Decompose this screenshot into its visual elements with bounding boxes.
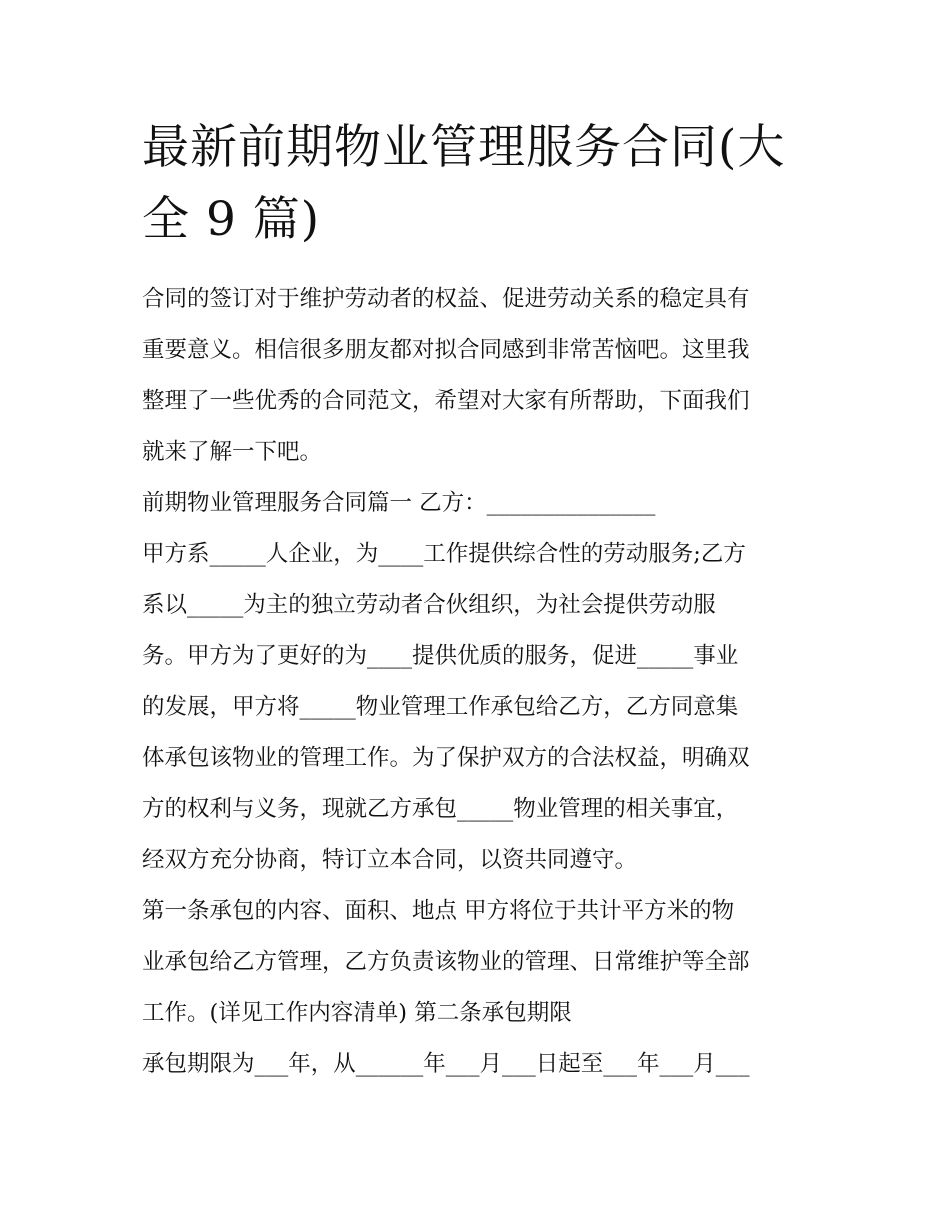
text-line: 第一条承包的内容、面积、地点 甲方将位于共计平方米的物 [142,898,735,924]
text-line: 方的权利与义务，现就乙方承包_____物业管理的相关事宜， [142,796,739,822]
text-line: 经双方充分协商，特订立本合同，以资共同遵守。 [142,847,638,873]
text-line: 承包期限为___年，从______年___月___日起至___年___月___ [142,1051,750,1077]
text-line: 业承包给乙方管理，乙方负责该物业的管理、日常维护等全部 [142,949,750,975]
text-line: 体承包该物业的管理工作。为了保护双方的合法权益，明确双 [142,745,750,771]
document-title [142,112,822,256]
text-line: 重要意义。相信很多朋友都对拟合同感到非常苦恼吧。这里我 [142,337,750,363]
party-description-paragraph [142,529,822,886]
text-line: 前期物业管理服务合同篇一 乙方：_______________ [142,490,656,516]
article-one-paragraph [142,886,822,1039]
text-line: 工作。(详见工作内容清单) 第二条承包期限 [142,1000,572,1026]
text-line: 甲方系_____人企业，为____工作提供综合性的劳动服务;乙方 [142,541,746,567]
text-line: 合同的签订对于维护劳动者的权益、促进劳动关系的稳定具有 [142,286,750,312]
text-line: 务。甲方为了更好的为____提供优质的服务，促进_____事业 [142,643,739,669]
section-heading-paragraph [142,478,822,529]
intro-paragraph [142,274,822,478]
title-line: 最新前期物业管理服务合同(大 [142,120,786,175]
text-line: 就来了解一下吧。 [142,439,323,465]
text-line: 整理了一些优秀的合同范文，希望对大家有所帮助，下面我们 [142,388,750,414]
term-paragraph [142,1039,822,1090]
text-line: 系以_____为主的独立劳动者合伙组织，为社会提供劳动服 [142,592,716,618]
title-line: 全 9 篇) [142,192,321,247]
text-line: 的发展，甲方将_____物业管理工作承包给乙方，乙方同意集 [142,694,739,720]
